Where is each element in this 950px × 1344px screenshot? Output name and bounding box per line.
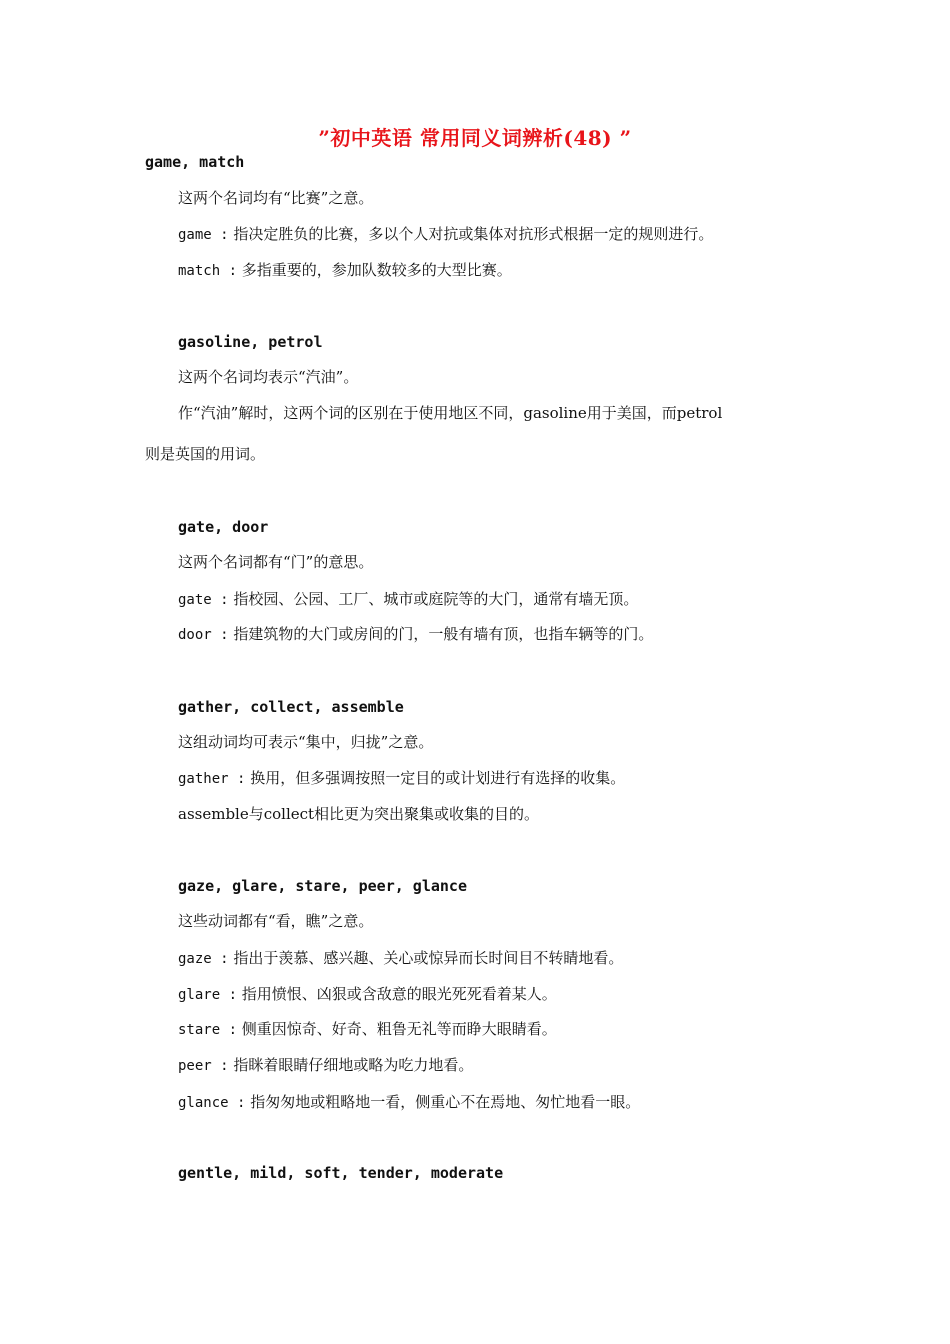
section-heading: gate, door [178, 518, 269, 536]
definition-line [178, 589, 638, 610]
section-heading: gather, collect, assemble [178, 698, 404, 716]
section-heading: gasoline, petrol [178, 333, 323, 351]
definition-text: 指决定胜负的比赛，多以个人对抗或集体对抗形式根据一定的规则进行。 [228, 225, 714, 243]
term-label: stare : [178, 1022, 238, 1038]
section-intro: 这两个名词均有“比赛”之意。 [178, 189, 374, 207]
term-label: glare : [178, 987, 238, 1003]
paragraph-line: 则是英国的用词。 [145, 445, 266, 463]
term-label: glance : [178, 1095, 246, 1111]
term-label: gather : [178, 771, 246, 787]
definition-line [178, 224, 713, 245]
section-intro: 这组动词均可表示“集中，归拢”之意。 [178, 733, 434, 751]
definition-line [178, 948, 623, 969]
term-label: gaze : [178, 951, 229, 967]
term-label: door : [178, 627, 229, 643]
paragraph-line: 作“汽油”解时，这两个词的区别在于使用地区不同，gasoline用于美国，而petrol [178, 404, 723, 422]
section-intro: 这两个名词均表示“汽油”。 [178, 368, 359, 386]
definition-text: 指出于羡慕、感兴趣、关心或惊异而长时间目不转睛地看。 [228, 949, 624, 967]
definition-line [178, 1092, 640, 1113]
section-intro: 这些动词都有“看，瞧”之意。 [178, 912, 374, 930]
page-title: ”初中英语 常用同义词辨析(48) ” [318, 126, 632, 150]
definition-text: 换用，但多强调按照一定目的或计划进行有选择的收集。 [245, 769, 626, 787]
definition-line [178, 260, 512, 281]
section-heading: gaze, glare, stare, peer, glance [178, 877, 467, 895]
term-label: game : [178, 227, 229, 243]
note-line: assemble与collect相比更为突出聚集或收集的目的。 [178, 805, 540, 823]
definition-text: 指用愤恨、凶狠或含敌意的眼光死死看着某人。 [237, 985, 557, 1003]
definition-text: 多指重要的，参加队数较多的大型比赛。 [237, 261, 512, 279]
definition-text: 指校园、公园、工厂、城市或庭院等的大门，通常有墙无顶。 [228, 590, 639, 608]
definition-text: 指眯着眼睛仔细地或略为吃力地看。 [228, 1056, 474, 1074]
section-intro: 这两个名词都有“门”的意思。 [178, 553, 374, 571]
definition-line [178, 984, 557, 1005]
definition-line [178, 624, 653, 645]
definition-text: 指匆匆地或粗略地一看，侧重心不在焉地、匆忙地看一眼。 [245, 1093, 641, 1111]
definition-text: 侧重因惊奇、好奇、粗鲁无礼等而睁大眼睛看。 [237, 1020, 557, 1038]
definition-text: 指建筑物的大门或房间的门，一般有墙有顶，也指车辆等的门。 [228, 625, 654, 643]
definition-line [178, 1055, 473, 1076]
term-label: gate : [178, 592, 229, 608]
definition-line [178, 768, 625, 789]
term-label: match : [178, 263, 238, 279]
section-heading: game, match [145, 153, 245, 171]
section-heading: gentle, mild, soft, tender, moderate [178, 1164, 504, 1182]
term-label: peer : [178, 1058, 229, 1074]
definition-line [178, 1019, 557, 1040]
